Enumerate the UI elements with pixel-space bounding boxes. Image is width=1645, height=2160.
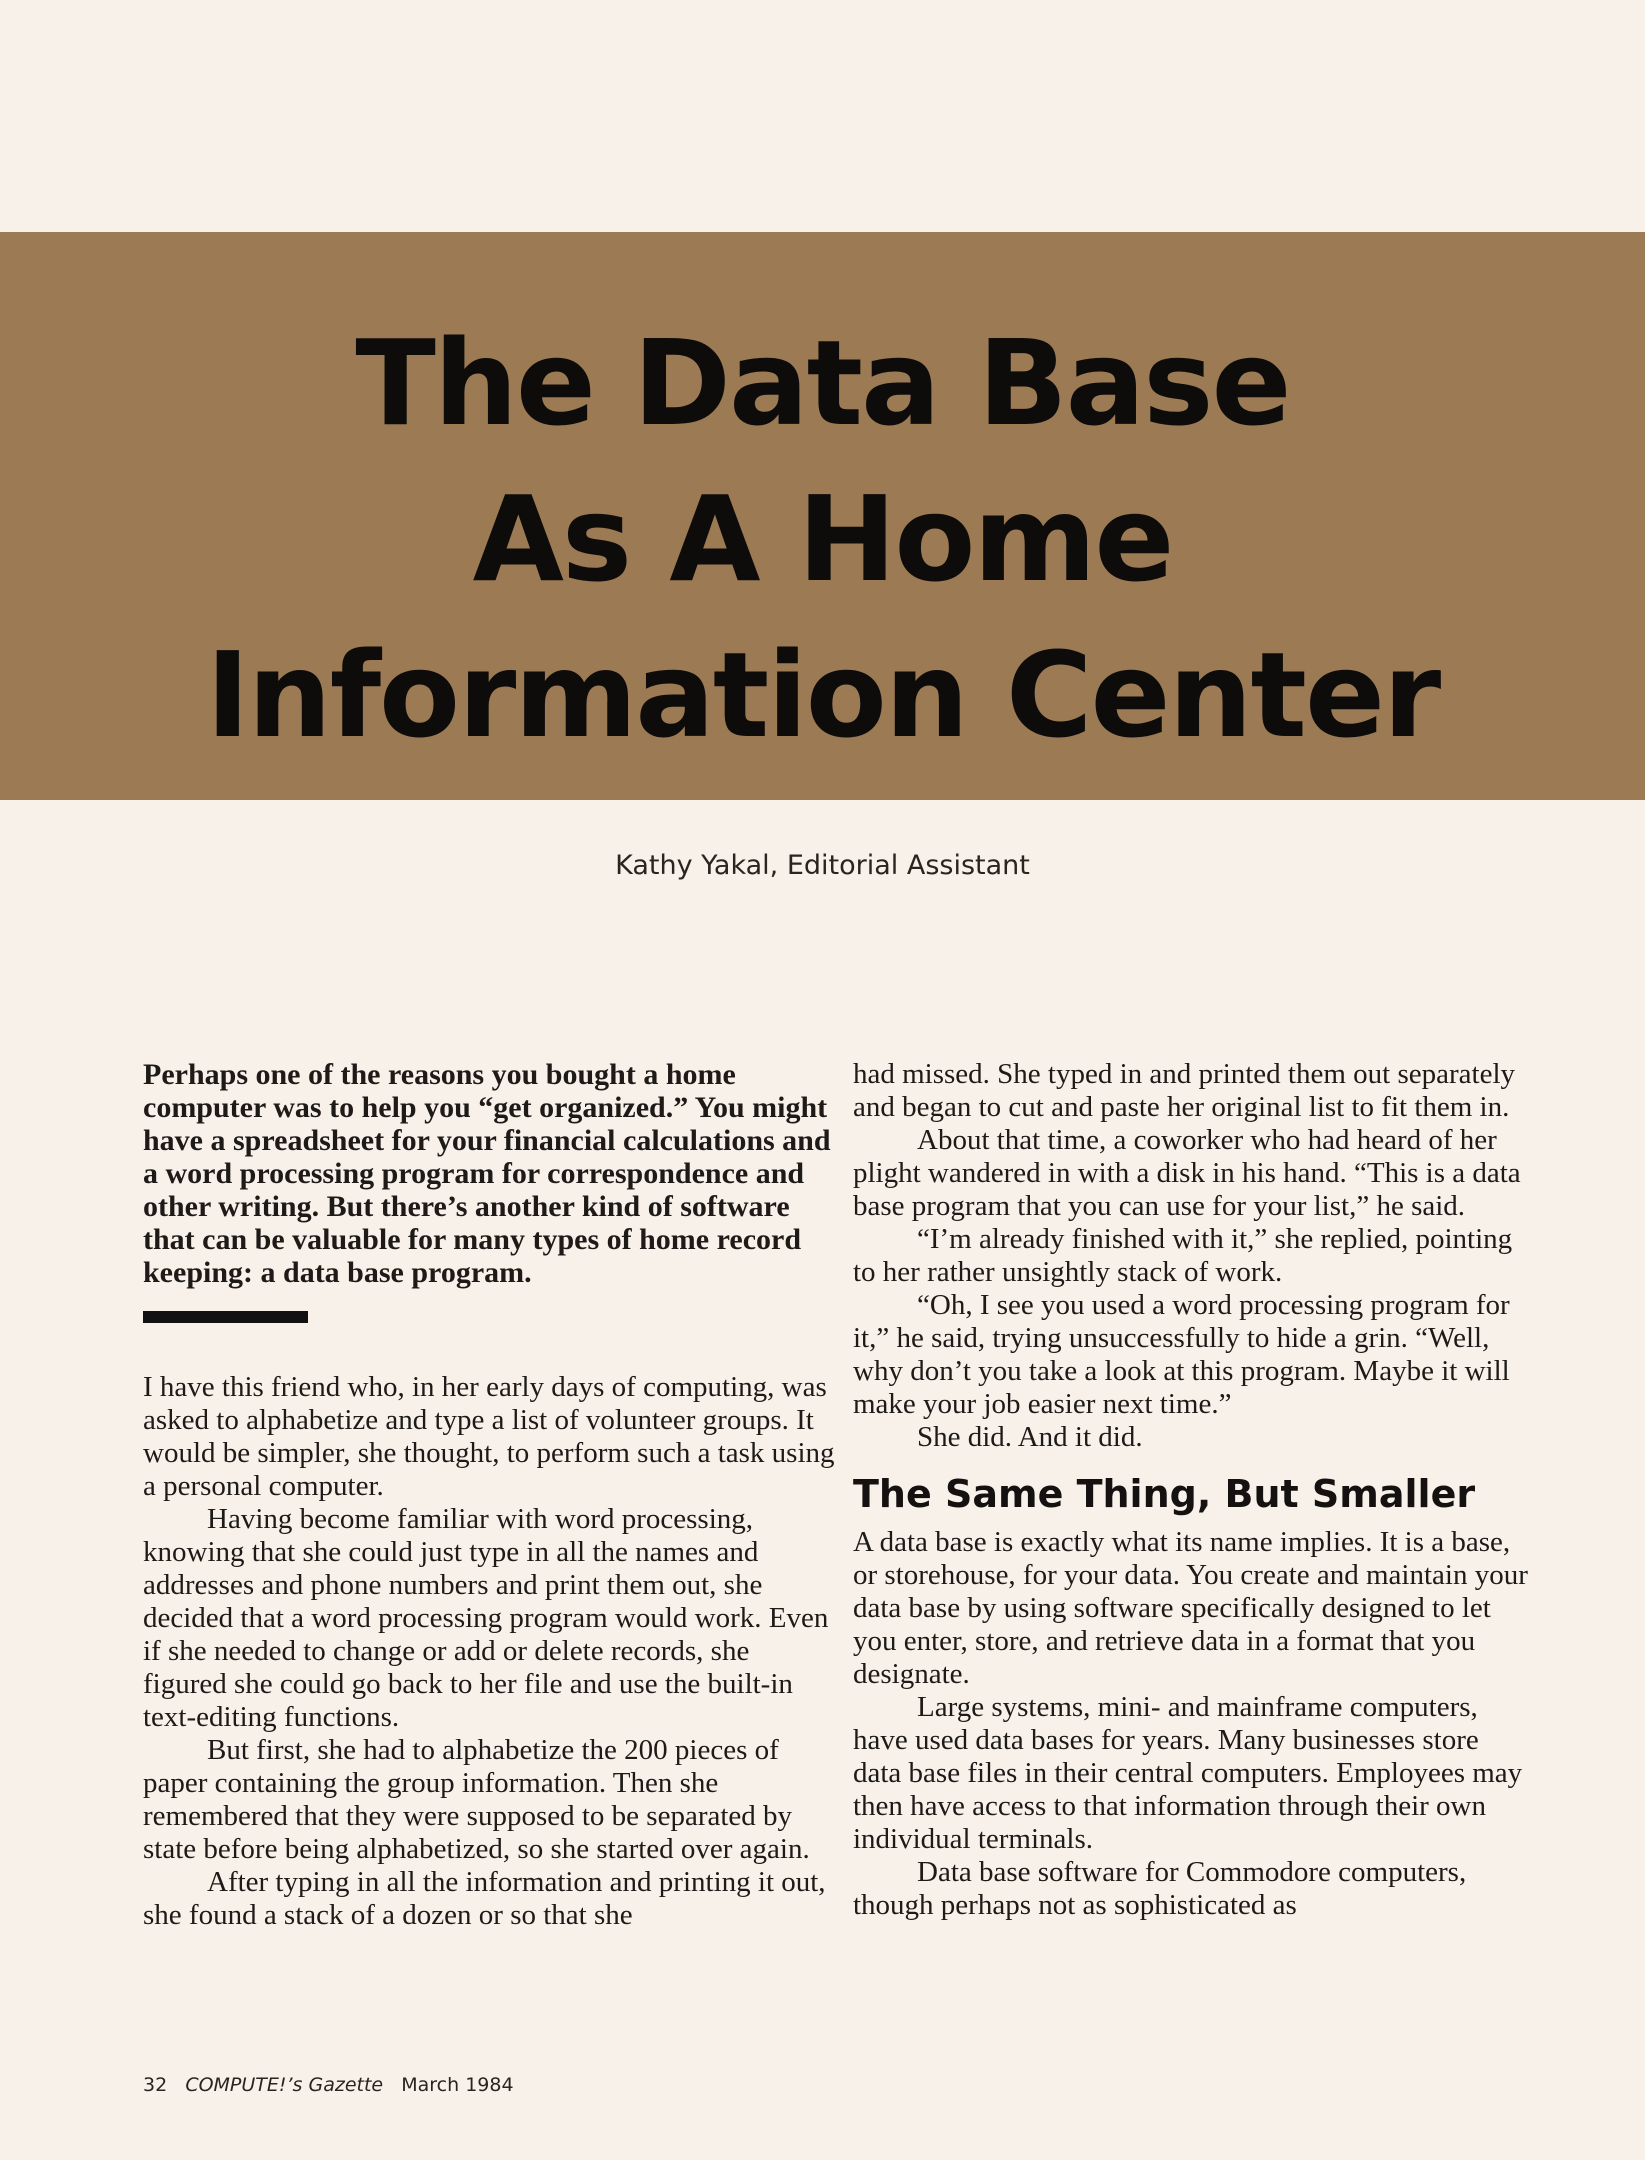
byline: Kathy Yakal, Editorial Assistant — [615, 850, 1030, 881]
body-paragraph: After typing in all the information and printing it out, she found a stack of a dozen or so that she — [143, 1866, 826, 1931]
right-column — [853, 1058, 1529, 1922]
body-paragraph: Having become familiar with word processing, knowing that she could just type in all the names and addresses and phone numbers and print them out, she decided that a word processing program would work. Even if she needed to change or add or delete records, she figured she could go back to her file and use the built-in text-editing functions. — [143, 1503, 829, 1733]
body-paragraph: But first, she had to alphabetize the 200 pieces of paper containing the group information. Then she remembered that they were supposed to be separated by state before being alphabetized, so she started over again. — [143, 1734, 810, 1865]
body-paragraph: Data base software for Commodore computers, though perhaps not as sophisticated as — [853, 1856, 1467, 1921]
body-paragraph: About that time, a coworker who had heard of her plight wandered in with a disk in his hand. “This is a data base program that you can use for your list,” he said. — [853, 1124, 1521, 1222]
body-paragraph: She did. And it did. — [917, 1421, 1143, 1453]
left-column — [143, 1058, 835, 1932]
issue-date: March 1984 — [401, 2074, 514, 2096]
page-footer — [143, 2074, 514, 2096]
body-paragraph: A data base is exactly what its name implies. It is a base, or storehouse, for your data. You create and maintain your data base by using software specifically designed to let you enter, store, and retrieve data in a format that you designate. — [853, 1526, 1528, 1690]
title-line-2: As A Home — [472, 470, 1173, 608]
body-paragraph: “Oh, I see you used a word processing program for it,” he said, trying unsuccessfully to hide a grin. “Well, why don’t you take a look at this program. Maybe it will make your job easier next time.” — [853, 1289, 1510, 1420]
body-paragraph: I have this friend who, in her early days of computing, was asked to alphabetize and type a list of volunteer groups. It would be simpler, she thought, to perform such a task using a personal computer. — [143, 1371, 835, 1502]
body-paragraph: Large systems, mini- and mainframe computers, have used data bases for years. Many businesses store data base files in their central computers. Employees may then have access to that information through their own individual terminals. — [853, 1691, 1523, 1855]
body-paragraph: “I’m already finished with it,” she replied, pointing to her rather unsightly stack of work. — [853, 1223, 1513, 1288]
lede-divider-rule — [143, 1311, 308, 1323]
title-line-1: The Data Base — [355, 314, 1290, 452]
section-subhead: The Same Thing, But Smaller — [853, 1472, 1476, 1516]
lede-paragraph: Perhaps one of the reasons you bought a home computer was to help you “get organized.” You might have a spreadsheet for your financial calculations and a word processing program for correspondence and other writing. But there’s another kind of software that can be valuable for many types of home record keeping: a data base program. — [143, 1058, 831, 1289]
page-number: 32 — [143, 2074, 168, 2096]
magazine-name: COMPUTE!’s Gazette — [185, 2074, 384, 2096]
title-line-3: Information Center — [205, 626, 1440, 764]
article-title — [0, 305, 1645, 773]
body-paragraph: had missed. She typed in and printed them out separately and began to cut and paste her original list to fit them in. — [853, 1058, 1516, 1123]
